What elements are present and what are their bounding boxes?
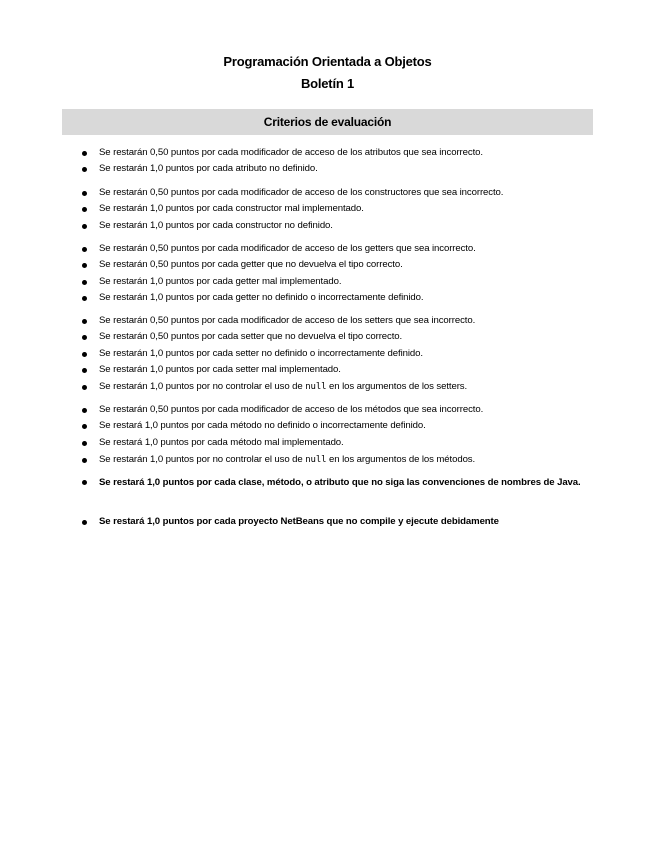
criterion-text: Se restarán 0,50 puntos por cada getter que no devuelva el tipo correcto. (99, 259, 403, 270)
criterion-item (82, 418, 595, 434)
bullet-icon (82, 335, 87, 340)
bullet-icon (82, 207, 87, 212)
criterion-item (82, 241, 595, 257)
bullet-icon (82, 247, 87, 252)
bullet-icon (82, 151, 87, 156)
criterion-item (82, 201, 595, 217)
criterion-text: Se restarán 1,0 puntos por cada getter mal implementado. (99, 276, 342, 287)
criterion-text: Se restarán 0,50 puntos por cada modificador de acceso de los getters que sea incorrecto. (99, 243, 476, 254)
bullet-icon (82, 191, 87, 196)
bullet-icon (82, 408, 87, 413)
bullet-icon (82, 224, 87, 229)
criterion-item (82, 402, 595, 418)
criterion-item (82, 257, 595, 273)
criterion-text: Se restarán 1,0 puntos por no controlar el uso de null en los argumentos de los setters. (99, 381, 468, 392)
bullet-icon (82, 280, 87, 285)
bullet-icon (82, 296, 87, 301)
criterion-item (82, 185, 595, 201)
bullet-icon (82, 385, 87, 390)
criterion-item (82, 362, 595, 378)
bullet-icon (82, 263, 87, 268)
criterion-item (82, 514, 595, 530)
criterion-text: Se restarán 1,0 puntos por no controlar el uso de null en los argumentos de los métodos. (99, 454, 476, 465)
criterion-item (82, 313, 595, 329)
document-subtitle: Boletín 1 (300, 76, 355, 91)
bullet-icon (82, 424, 87, 429)
criterion-item (82, 274, 595, 290)
criterion-item (82, 290, 595, 306)
criterion-text: Se restarán 0,50 puntos por cada modificador de acceso de los setters que sea incorrecto. (99, 315, 476, 326)
section-heading: Criterios de evaluación (263, 115, 392, 129)
criterion-text: Se restará 1,0 puntos por cada clase, método, o atributo que no siga las convenciones de nombres de Java. (99, 477, 581, 488)
criterion-text: Se restarán 1,0 puntos por cada getter no definido o incorrectamente definido. (99, 292, 424, 303)
criterion-text: Se restarán 0,50 puntos por cada modificador de acceso de los constructores que sea incorrecto. (99, 187, 504, 198)
criterion-text: Se restarán 1,0 puntos por cada atributo no definido. (99, 163, 318, 174)
bullet-icon (82, 352, 87, 357)
criterion-item (82, 346, 595, 362)
criterion-text: Se restarán 0,50 puntos por cada modificador de acceso de los métodos que sea incorrecto. (99, 404, 484, 415)
criterion-item (82, 452, 595, 468)
bullet-icon (82, 520, 87, 525)
criterion-item (82, 329, 595, 345)
bullet-icon (82, 441, 87, 446)
document-title: Programación Orientada a Objetos (223, 54, 432, 69)
criterion-item (82, 379, 595, 395)
bullet-icon (82, 458, 87, 463)
bullet-icon (82, 319, 87, 324)
criterion-text: Se restarán 1,0 puntos por cada setter mal implementado. (99, 364, 341, 375)
section-heading-band (62, 109, 593, 135)
criterion-text: Se restará 1,0 puntos por cada método no definido o incorrectamente definido. (99, 420, 426, 431)
criterion-item (82, 145, 595, 161)
criterion-text: Se restarán 1,0 puntos por cada constructor mal implementado. (99, 203, 364, 214)
bullet-icon (82, 368, 87, 373)
criterion-item (82, 161, 595, 177)
bullet-icon (82, 167, 87, 172)
criterion-text: Se restarán 0,50 puntos por cada modificador de acceso de los atributos que sea incorrecto. (99, 147, 483, 158)
criterion-text: Se restarán 1,0 puntos por cada constructor no definido. (99, 220, 333, 231)
criterion-item (82, 218, 595, 234)
code-null: null (305, 382, 327, 392)
code-null: null (305, 455, 327, 465)
criterion-text: Se restarán 1,0 puntos por cada setter no definido o incorrectamente definido. (99, 348, 423, 359)
criterion-text: Se restarán 0,50 puntos por cada setter que no devuelva el tipo correcto. (99, 331, 403, 342)
criterion-item (82, 474, 595, 491)
criterion-text: Se restará 1,0 puntos por cada proyecto NetBeans que no compile y ejecute debidamente (99, 516, 499, 527)
bullet-icon (82, 480, 87, 485)
criterion-text: Se restará 1,0 puntos por cada método mal implementado. (99, 437, 344, 448)
criterion-item (82, 435, 595, 451)
